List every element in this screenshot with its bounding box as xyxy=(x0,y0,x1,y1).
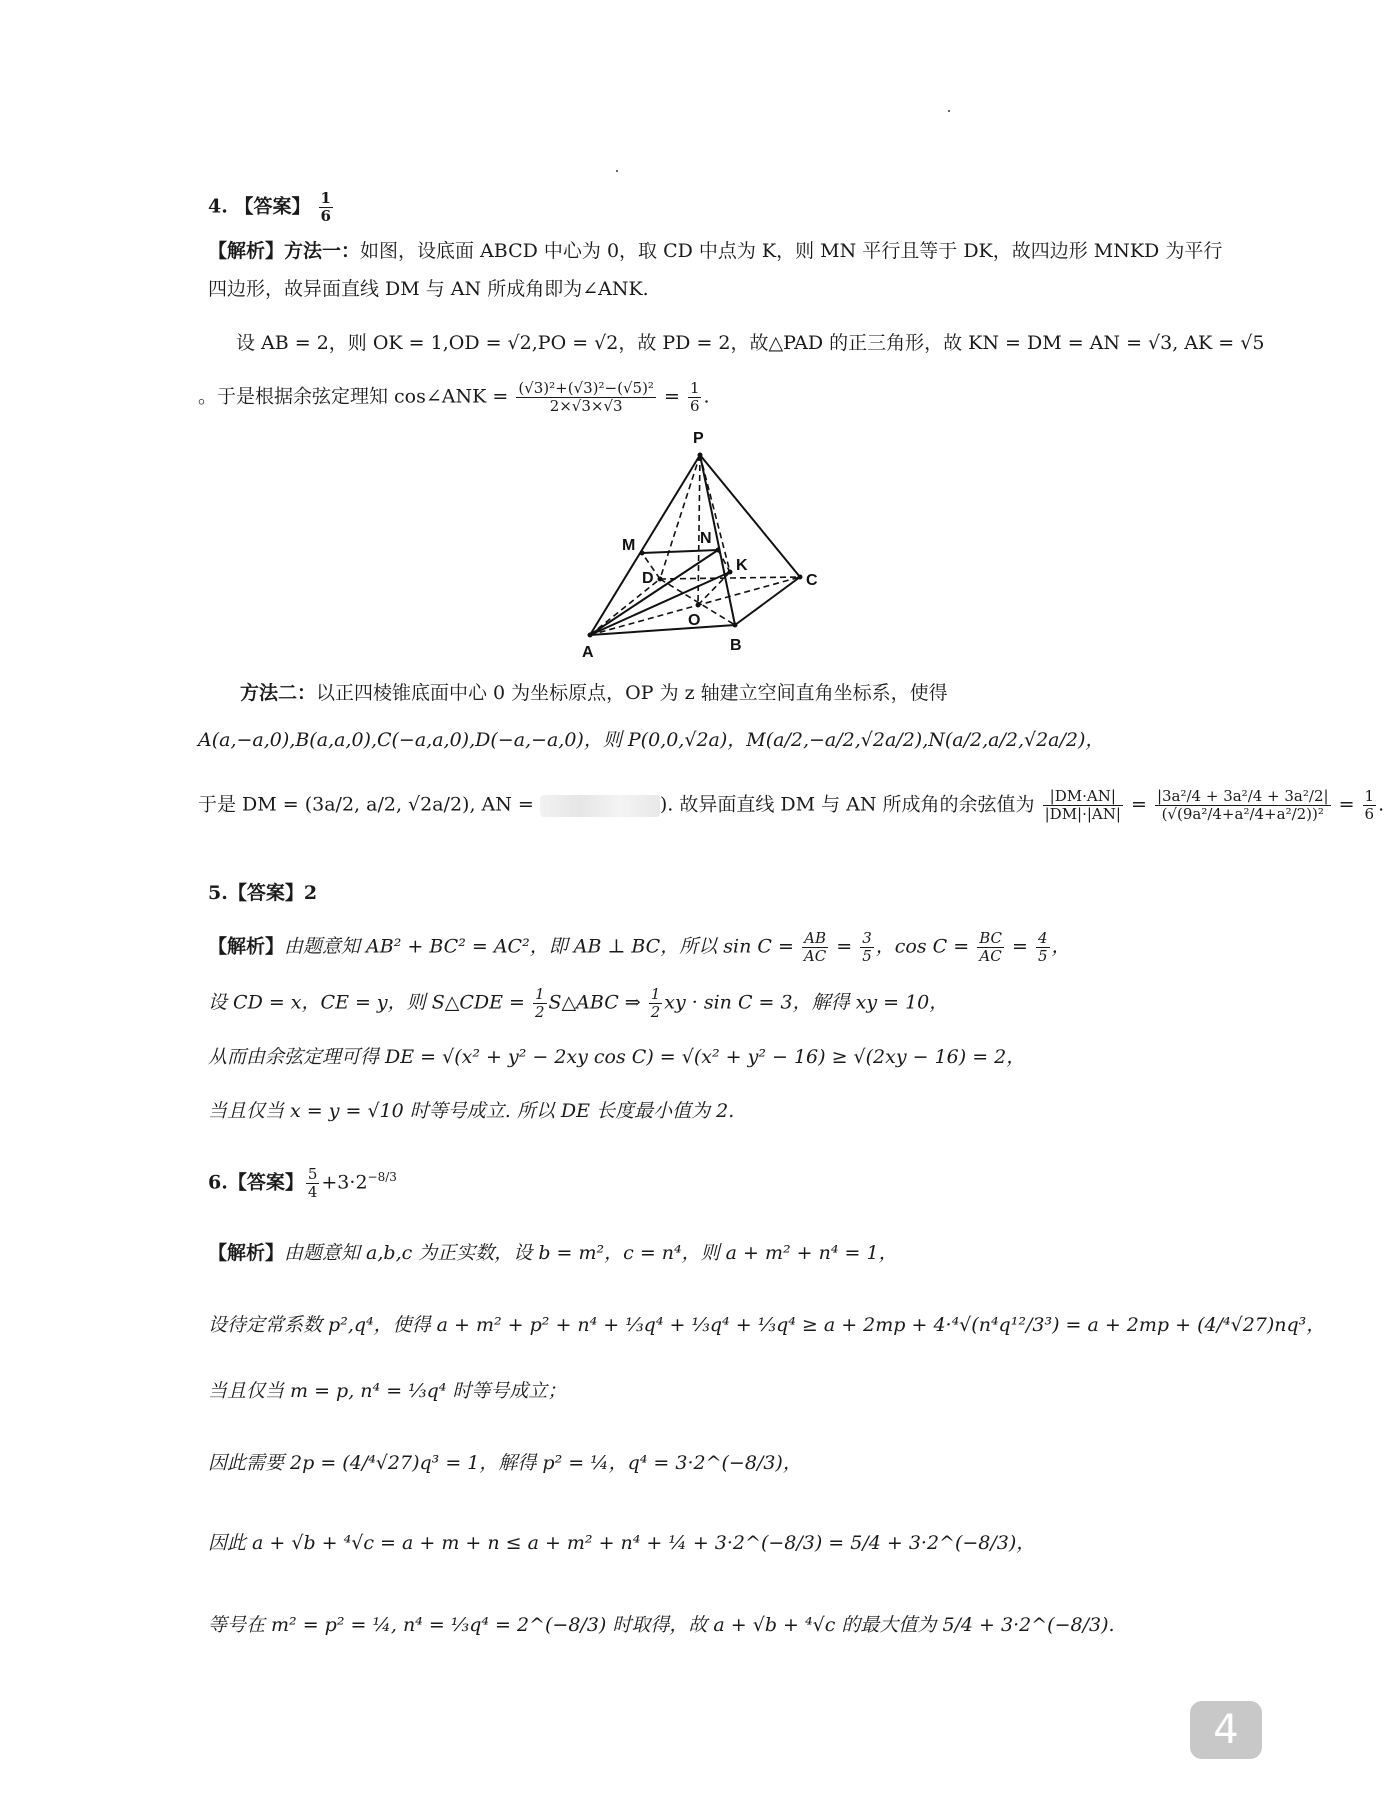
q4-cosine-result: $\frac{1}{6}$ xyxy=(689,379,700,415)
q6-line4: 因此需要 2p = (4/⁴√27)q³ = 1，解得 p² = ¼，q⁴ = 3·2^(−8/3)， xyxy=(208,1452,802,1474)
label-a: A xyxy=(582,644,594,661)
speck xyxy=(616,170,618,172)
label-n: N xyxy=(700,530,712,547)
q4-analysis-label: 【解析】方法一： xyxy=(208,240,361,262)
q5-line4: 当且仅当 x = y = √10 时等号成立. 所以 DE 长度最小值为 2. xyxy=(208,1100,735,1122)
q4-cosine-fraction: $\frac{\text{(√3)²+(√3)²−(√5)²}}{2\times√3\times√3}$ xyxy=(518,379,654,415)
label-b: B xyxy=(730,637,742,654)
q5-answer-value: 2 xyxy=(303,882,318,904)
label-c: C xyxy=(806,572,818,589)
edge-pa xyxy=(590,455,700,635)
q6-answer: 6.【答案】 $\frac{5}{4}$ $+3\cdot 2^{-8/3}$ xyxy=(208,1164,397,1201)
label-m: M xyxy=(622,537,636,554)
q4-para2: 设 AB = 2，则 OK = 1,OD = √2,PO = √2，故 PD = 2，故△PAD 的正三角形，故 KN = DM = AN = √3, AK = √5 xyxy=(236,332,1265,354)
q4-answer xyxy=(208,190,335,225)
edge-ab xyxy=(590,625,735,635)
q6-analysis-label: 【解析】 xyxy=(208,1242,285,1264)
q4-analysis-line2: 四边形，故异面直线 DM 与 AN 所成角即为∠ANK. xyxy=(208,278,649,300)
label-k: K xyxy=(736,557,748,574)
q5-line2: 设 CD = x，CE = y，则 S△CDE = $\frac{1}{2}$ S△ABC ⇒ $\frac{1}{2}$ xy · sin C = 3，解得 xy = 10， xyxy=(208,985,949,1021)
edge-ad xyxy=(590,579,660,635)
pyramid-figure xyxy=(560,425,860,665)
q6-line3: 当且仅当 m = p, n⁴ = ⅓q⁴ 时等号成立； xyxy=(208,1380,567,1402)
q4-method2-result: $\frac{1}{6}$ xyxy=(1364,787,1375,823)
q4-method2-line3: 于是 DM = (3a/2, a/2, √2a/2), AN = ). 故异面直线 DM 与 AN 所成角的余弦值为 $\frac{|DM\cdot AN|}{|DM|\cdot|AN|}$ = $\frac{\text{|3a²/4 + 3a²/4 + 3a²/2|}}{\text{(√(9a²/4+a²/4+a²/2))²}}$ = $\frac{1}{6}$ . xyxy=(198,787,1384,823)
q5-line1: 【解析】由题意知 AB² + BC² = AC²，即 AB ⊥ BC，所以 sin C = $\frac{AB}{AC}$ = $\frac{3}{5}$ ，cos C = $\frac{BC}{AC}$ = $\frac{4}{5}$ ， xyxy=(208,929,1071,965)
q6-answer-label: 6.【答案】 xyxy=(208,1171,304,1194)
label-d: D xyxy=(642,570,654,587)
q4-method2-label: 方法二： xyxy=(240,682,317,704)
label-o: O xyxy=(688,612,701,629)
q5-answer xyxy=(208,880,317,906)
q6-line6: 等号在 m² = p² = ¼, n⁴ = ⅓q⁴ = 2^(−8/3) 时取得，故 a + √b + ⁴√c 的最大值为 5/4 + 3·2^(−8/3). xyxy=(208,1614,1115,1636)
edge-bc xyxy=(735,577,800,625)
edge-dc xyxy=(660,577,800,579)
edge-pd xyxy=(660,455,700,579)
q4-answer-value: $\frac{1}{6}$ xyxy=(320,189,331,225)
q4-cosine: 。于是根据余弦定理知 cos∠ANK = $\frac{\text{(√3)²+(√3)²−(√5)²}}{2\times√3\times√3}$ = $\frac{1}{6}$ . xyxy=(198,379,710,415)
label-p: P xyxy=(693,430,704,447)
blurred-region xyxy=(540,795,660,817)
page-number-badge: 4 xyxy=(1190,1701,1262,1759)
q5-answer-label: 5.【答案】 xyxy=(208,882,304,904)
q4-answer-label: 4. 【答案】 xyxy=(208,195,311,218)
q6-line2: 设待定常系数 p²,q⁴，使得 a + m² + p² + n⁴ + ⅓q⁴ + ⅓q⁴ + ⅓q⁴ ≥ a + 2mp + 4·⁴√(n⁴q¹²/3³) = a + 2mp + (4/⁴√27)nq³， xyxy=(208,1314,1326,1336)
speck xyxy=(948,110,950,112)
q6-line5: 因此 a + √b + ⁴√c = a + m + n ≤ a + m² + n⁴ + ¼ + 3·2^(−8/3) = 5/4 + 3·2^(−8/3)， xyxy=(208,1532,1036,1554)
q5-line3: 从而由余弦定理可得 DE = √(x² + y² − 2xy cos C) = √(x² + y² − 16) ≥ √(2xy − 16) = 2， xyxy=(208,1046,1026,1068)
q4-analysis-line1: 【解析】方法一：如图，设底面 ABCD 中心为 0，取 CD 中点为 K，则 MN 平行且等于 DK，故四边形 MNKD 为平行 xyxy=(208,240,1223,262)
q5-analysis-label: 【解析】 xyxy=(208,935,285,958)
q4-method2-fraction1: $\frac{|DM\cdot AN|}{|DM|\cdot|AN|}$ xyxy=(1044,787,1121,823)
q6-line1: 【解析】由题意知 a,b,c 为正实数，设 b = m²，c = n⁴，则 a + m² + n⁴ = 1， xyxy=(208,1242,898,1264)
q4-method2-line1: 方法二：以正四棱锥底面中心 0 为坐标原点，OP 为 z 轴建立空间直角坐标系，使得 xyxy=(240,682,948,704)
segment-mn xyxy=(642,550,718,553)
q4-method2-line2: A(a,−a,0),B(a,a,0),C(−a,a,0),D(−a,−a,0)，则 P(0,0,√2a)，M(a/2,−a/2,√2a/2),N(a/2,a/2,√2a/2)， xyxy=(198,729,1105,751)
q4-method2-fraction2: $\frac{\text{|3a²/4 + 3a²/4 + 3a²/2|}}{\text{(√(9a²/4+a²/4+a²/2))²}}$ xyxy=(1156,787,1329,823)
